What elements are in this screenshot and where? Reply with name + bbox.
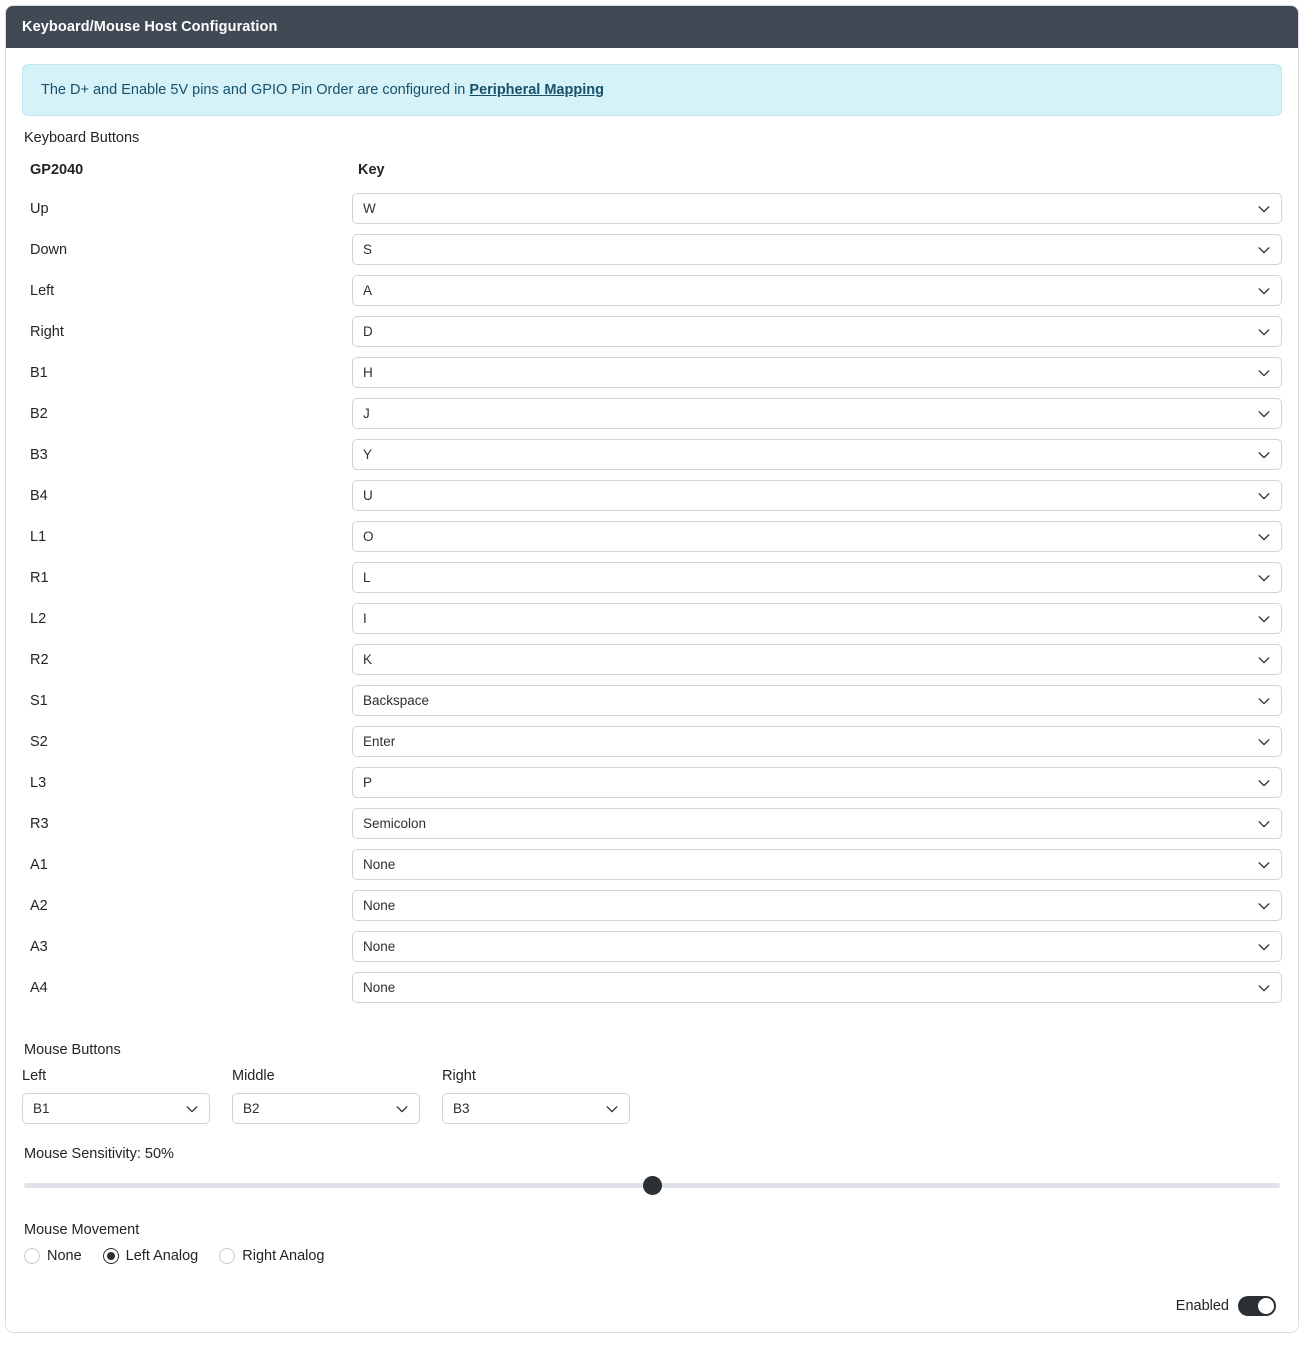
table-row [22,680,1282,721]
mouse-button-select-right[interactable] [442,1093,630,1124]
table-header-row [22,156,1282,188]
key-select-up[interactable] [352,193,1282,224]
radio-label: Right Analog [242,1248,325,1264]
gp2040-label: Up [30,200,49,217]
key-select-a2[interactable] [352,890,1282,921]
key-select-cell [352,352,1282,393]
alert-text: The D+ and Enable 5V pins and GPIO Pin Order are configured in [41,82,470,98]
enabled-toggle[interactable] [1238,1296,1276,1316]
table-row [22,188,1282,229]
mouse-buttons-section [22,1042,1282,1264]
key-select-value[interactable]: Semicolon [352,808,1282,839]
key-select-cell [352,885,1282,926]
mouse-movement-radio-group [24,1248,1282,1264]
key-select-value[interactable]: L [352,562,1282,593]
key-select-cell [352,270,1282,311]
key-select-cell [352,926,1282,967]
gp2040-label: L3 [30,774,47,791]
key-select-cell [352,598,1282,639]
radio-label: None [47,1248,82,1264]
gp2040-label: R1 [30,569,49,586]
mouse-button-select-value[interactable]: B3 [442,1093,630,1124]
mouse-sensitivity-label: Mouse Sensitivity: 50% [24,1146,174,1162]
key-select-cell [352,762,1282,803]
peripheral-mapping-link[interactable]: Peripheral Mapping [469,82,604,98]
key-select-value[interactable]: I [352,603,1282,634]
key-select-r1[interactable] [352,562,1282,593]
table-row [22,967,1282,1008]
key-select-l3[interactable] [352,767,1282,798]
gp2040-label: B2 [30,405,48,422]
mouse-movement-label: Mouse Movement [24,1222,140,1238]
mouse-button-column [232,1068,420,1124]
key-select-b2[interactable] [352,398,1282,429]
table-row [22,434,1282,475]
mouse-sensitivity-slider[interactable] [24,1174,1280,1196]
mouse-button-label: Right [442,1068,476,1084]
radio-button[interactable] [219,1248,235,1264]
gp2040-label: S1 [30,692,48,709]
key-select-cell [352,311,1282,352]
gp2040-label: L1 [30,528,47,545]
key-select-value[interactable]: Backspace [352,685,1282,716]
key-select-a3[interactable] [352,931,1282,962]
table-row [22,311,1282,352]
key-select-b4[interactable] [352,480,1282,511]
column-header-gp2040: GP2040 [30,162,84,178]
key-select-cell [352,393,1282,434]
key-select-cell [352,516,1282,557]
radio-label: Left Analog [125,1248,199,1264]
gp2040-label: B4 [30,487,48,504]
key-select-value[interactable]: Y [352,439,1282,470]
key-select-cell [352,639,1282,680]
key-select-cell [352,680,1282,721]
key-select-value[interactable]: J [352,398,1282,429]
card-body [6,48,1298,1332]
gp2040-label: B3 [30,446,48,463]
key-select-value[interactable]: W [352,193,1282,224]
gp2040-label: Left [30,282,55,299]
mouse-button-column [22,1068,210,1124]
key-select-value[interactable]: S [352,234,1282,265]
gp2040-label: A4 [30,979,48,996]
mouse-movement-option[interactable] [24,1248,82,1264]
keyboard-buttons-label: Keyboard Buttons [24,130,140,146]
key-select-a4[interactable] [352,972,1282,1003]
key-select-value[interactable]: None [352,849,1282,880]
key-select-left[interactable] [352,275,1282,306]
enabled-toggle-row [22,1296,1282,1316]
key-select-a1[interactable] [352,849,1282,880]
keyboard-buttons-table [22,156,1282,1008]
mouse-button-select-left[interactable] [22,1093,210,1124]
key-select-cell [352,434,1282,475]
key-select-value[interactable]: U [352,480,1282,511]
key-select-cell [352,229,1282,270]
table-row [22,598,1282,639]
gp2040-label: Down [30,241,68,258]
radio-button[interactable] [24,1248,40,1264]
enabled-label: Enabled [1175,1298,1229,1314]
table-row [22,557,1282,598]
key-select-r3[interactable] [352,808,1282,839]
gp2040-label: A2 [30,897,48,914]
key-select-value[interactable]: K [352,644,1282,675]
table-row [22,393,1282,434]
key-select-value[interactable]: None [352,972,1282,1003]
table-row [22,516,1282,557]
key-select-right[interactable] [352,316,1282,347]
key-select-value[interactable]: Enter [352,726,1282,757]
mouse-buttons-grid [22,1068,1282,1124]
key-select-down[interactable] [352,234,1282,265]
card-header: Keyboard/Mouse Host Configuration [6,6,1298,48]
key-select-value[interactable]: H [352,357,1282,388]
table-row [22,721,1282,762]
key-select-b3[interactable] [352,439,1282,470]
table-row [22,270,1282,311]
table-row [22,803,1282,844]
key-select-r2[interactable] [352,644,1282,675]
key-select-b1[interactable] [352,357,1282,388]
key-select-cell [352,803,1282,844]
mouse-button-column [442,1068,630,1124]
key-select-value[interactable]: A [352,275,1282,306]
keyboard-mouse-host-config-card [5,5,1299,1333]
gp2040-label: L2 [30,610,47,627]
table-row [22,639,1282,680]
mouse-button-label: Middle [232,1068,275,1084]
gp2040-label: S2 [30,733,48,750]
key-select-cell [352,188,1282,229]
key-select-l2[interactable] [352,603,1282,634]
mouse-buttons-label: Mouse Buttons [24,1042,121,1058]
gp2040-label: A3 [30,938,48,955]
key-select-value[interactable]: None [352,890,1282,921]
mouse-button-select-value[interactable]: B1 [22,1093,210,1124]
gp2040-label: R3 [30,815,49,832]
gp2040-label: A1 [30,856,48,873]
mouse-button-select-middle[interactable] [232,1093,420,1124]
radio-button[interactable] [103,1248,119,1264]
table-row [22,475,1282,516]
key-select-value[interactable]: None [352,931,1282,962]
table-row [22,229,1282,270]
slider-thumb[interactable] [643,1176,662,1195]
key-select-cell [352,967,1282,1008]
mouse-button-label: Left [22,1068,47,1084]
mouse-button-select-value[interactable]: B2 [232,1093,420,1124]
key-select-cell [352,721,1282,762]
column-header-key: Key [358,162,385,178]
key-select-value[interactable]: O [352,521,1282,552]
gp2040-label: B1 [30,364,48,381]
toggle-knob [1258,1298,1274,1314]
table-row [22,352,1282,393]
key-select-value[interactable]: P [352,767,1282,798]
key-select-cell [352,557,1282,598]
key-select-l1[interactable] [352,521,1282,552]
peripheral-mapping-alert [22,64,1282,116]
gp2040-label: Right [30,323,64,340]
mouse-movement-option[interactable] [219,1248,324,1264]
table-row [22,926,1282,967]
key-select-cell [352,475,1282,516]
key-select-s2[interactable] [352,726,1282,757]
key-select-value[interactable]: D [352,316,1282,347]
mouse-movement-option[interactable] [103,1248,199,1264]
key-select-s1[interactable] [352,685,1282,716]
key-select-cell [352,844,1282,885]
table-row [22,762,1282,803]
table-row [22,844,1282,885]
table-row [22,885,1282,926]
gp2040-label: R2 [30,651,49,668]
